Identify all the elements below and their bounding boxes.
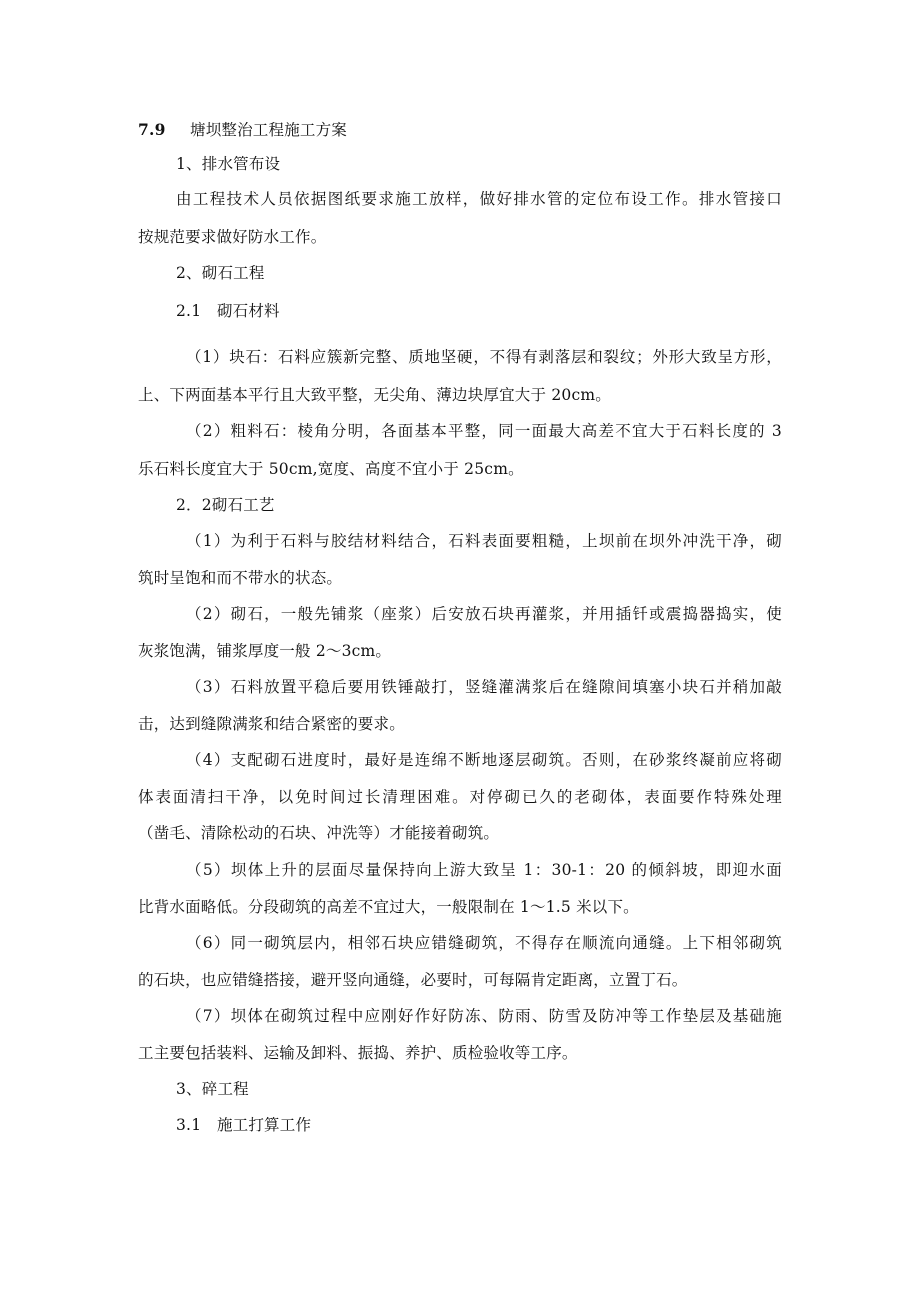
para-1-line-2: 按规范要求做好防水工作。: [138, 228, 327, 246]
craft-7-line-1: （7）坝体在砌筑过程中应刚好作好防冻、防雨、防雪及防冲等工作垫层及基础施: [186, 1007, 782, 1025]
heading-2: 2、砌石工程: [176, 264, 265, 282]
craft-2-line-2: 灰浆饱满，铺浆厚度一般 2～3cm。: [138, 642, 392, 660]
para-1-line-1: 由工程技术人员依据图纸要求施工放样，做好排水管的定位布设工作。排水管接口: [176, 190, 782, 208]
heading-1: 1、排水管布设: [176, 155, 281, 173]
heading-3: 3、碎工程: [176, 1080, 249, 1098]
heading-3-1: 3.1 施工打算工作: [176, 1116, 312, 1134]
craft-3-line-1: （3）石料放置平稳后要用铁锤敲打，竖缝灌满浆后在缝隙间填塞小块石并稍加敲: [186, 678, 782, 696]
section-title: 塘坝整治工程施工方案: [190, 121, 348, 139]
craft-4-line-3: （凿毛、清除松动的石块、冲洗等）才能接着砌筑。: [138, 824, 500, 842]
craft-2-line-1: （2）砌石，一般先铺浆（座浆）后安放石块再灌浆，并用插钎或震捣器捣实，使: [186, 605, 782, 623]
material-2-line-1: （2）粗料石：棱角分明，各面基本平整，同一面最大高差不宜大于石料长度的 3: [186, 422, 782, 440]
craft-4-line-2: 体表面清扫干净，以免时间过长清理困难。对停砌已久的老砌体，表面要作特殊处理: [138, 788, 782, 806]
craft-4-line-1: （4）支配砌石进度时，最好是连绵不断地逐层砌筑。否则，在砂浆终凝前应将砌: [186, 751, 782, 769]
material-1-line-1: （1）块石：石料应簇新完整、质地坚硬，不得有剥落层和裂纹；外形大致呈方形，: [186, 348, 782, 366]
craft-5-line-1: （5）坝体上升的层面尽量保持向上游大致呈 1：30-1：20 的倾斜坡，即迎水面: [186, 861, 782, 879]
craft-1-line-1: （1）为利于石料与胶结材料结合，石料表面要粗糙，上坝前在坝外冲洗干净，砌: [186, 532, 782, 550]
craft-1-line-2: 筑时呈饱和而不带水的状态。: [138, 569, 343, 587]
craft-7-line-2: 工主要包括装料、运输及卸料、振捣、养护、质检验收等工序。: [138, 1044, 578, 1062]
heading-2-2: 2．2砌石工艺: [176, 496, 275, 514]
section-number: 7.9: [138, 120, 166, 139]
heading-2-1: 2.1 砌石材料: [176, 302, 280, 320]
craft-6-line-2: 的石块，也应错缝搭接，避开竖向通缝，必要时，可每隔肯定距离，立置丁石。: [138, 971, 688, 989]
craft-6-line-1: （6）同一砌筑层内，相邻石块应错缝砌筑，不得存在顺流向通缝。上下相邻砌筑: [186, 934, 782, 952]
material-1-line-2: 上、下两面基本平行且大致平整，无尖角、薄边块厚宜大于 20cm。: [138, 386, 611, 404]
craft-5-line-2: 比背水面略低。分段砌筑的高差不宜过大，一般限制在 1～1.5 米以下。: [138, 898, 639, 916]
material-2-line-2: 乐石料长度宜大于 50cm,宽度、高度不宜小于 25cm。: [138, 460, 524, 478]
craft-3-line-2: 击，达到缝隙满浆和结合紧密的要求。: [138, 715, 405, 733]
